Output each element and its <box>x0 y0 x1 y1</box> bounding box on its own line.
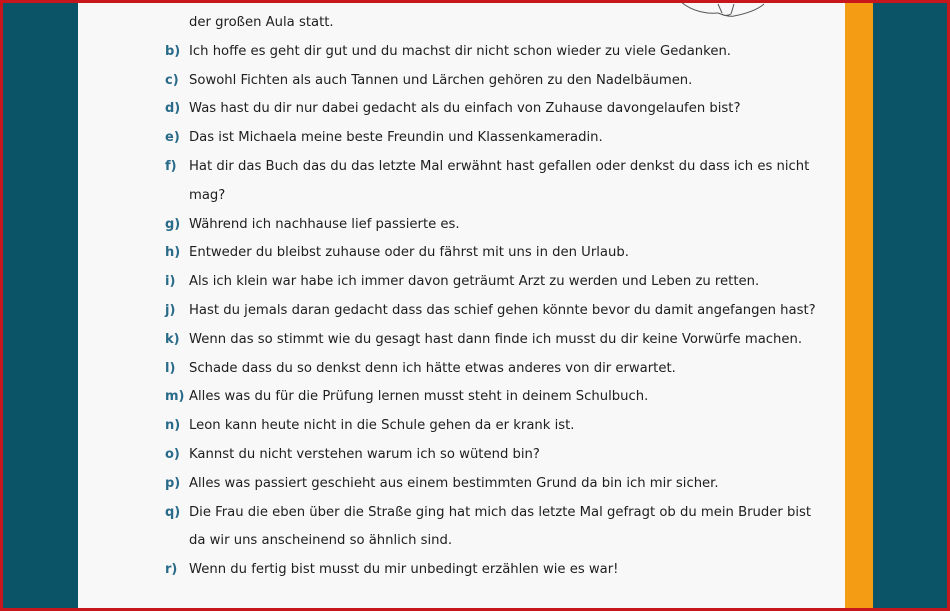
item-label: f) <box>165 159 177 174</box>
item-text: da wir uns anscheinend so ähnlich sind. <box>189 533 453 549</box>
item-text: Schade dass du so denkst denn ich hätte etwas anderes von dir erwartet. <box>189 360 676 376</box>
item-text: Sowohl Fichten als auch Tannen und Lärchen gehören zu den Nadelbäumen. <box>189 72 693 88</box>
item-label: r) <box>165 562 178 578</box>
orange-stripe <box>845 0 873 611</box>
item-text: Hast du jemals daran gedacht dass das schief gehen könnte bevor du damit angefangen hast? <box>189 303 816 318</box>
item-label: l) <box>165 360 176 376</box>
item-label: n) <box>165 418 181 434</box>
item-text: Was hast du dir nur dabei gedacht als du einfach von Zuhause davongelaufen bist? <box>189 101 741 117</box>
item-label: i) <box>165 274 176 290</box>
item-label: p) <box>165 475 181 491</box>
item-label: k) <box>165 331 180 347</box>
item-text: mag? <box>189 187 226 203</box>
item-text: Wenn du fertig bist musst du mir unbedingt erzählen wie es war! <box>189 562 619 578</box>
item-label: e) <box>165 130 180 146</box>
item-label: c) <box>165 72 179 88</box>
right-teal-band <box>873 0 950 611</box>
item-text: Die Frau die eben über die Straße ging hat mich das letzte Mal gefragt ob du mein Bruder bist <box>189 504 812 520</box>
item-text: Alles was du für die Prüfung lernen musst steht in deinem Schulbuch. <box>189 389 649 405</box>
item-label: m) <box>165 389 185 405</box>
item-text: Hat dir das Buch das du das letzte Mal erwähnt hast gefallen oder denkst du dass ich es nicht <box>189 159 810 174</box>
item-text: Entweder du bleibst zuhause oder du fährst mit uns in den Urlaub. <box>189 245 629 261</box>
left-teal-band <box>0 0 78 611</box>
item-label: o) <box>165 447 180 462</box>
item-label: b) <box>165 43 181 59</box>
item-label: g) <box>165 216 181 232</box>
item-text: Alles was passiert geschieht aus einem bestimmten Grund da bin ich mir sicher. <box>189 475 719 491</box>
item-text: Als ich klein war habe ich immer davon geträumt Arzt zu werden und Leben zu retten. <box>189 274 760 290</box>
item-text: Kannst du nicht verstehen warum ich so wütend bin? <box>189 447 540 462</box>
item-text: Wenn das so stimmt wie du gesagt hast dann finde ich musst du dir keine Vorwürfe machen. <box>189 331 803 347</box>
item-text: der großen Aula statt. <box>189 15 334 30</box>
item-text: Leon kann heute nicht in die Schule gehen da er krank ist. <box>189 418 575 434</box>
item-text: Das ist Michaela meine beste Freundin und Klassenkameradin. <box>189 130 603 146</box>
item-label: h) <box>165 245 181 261</box>
item-label: d) <box>165 101 181 117</box>
item-text: Während ich nachhause lief passierte es. <box>189 216 460 232</box>
item-text: Ich hoffe es geht dir gut und du machst dir nicht schon wieder zu viele Gedanken. <box>189 43 731 59</box>
item-label: j) <box>165 303 176 318</box>
cartoon-figure-icon <box>678 0 778 18</box>
item-label: q) <box>165 504 181 520</box>
worksheet-page <box>78 0 845 611</box>
